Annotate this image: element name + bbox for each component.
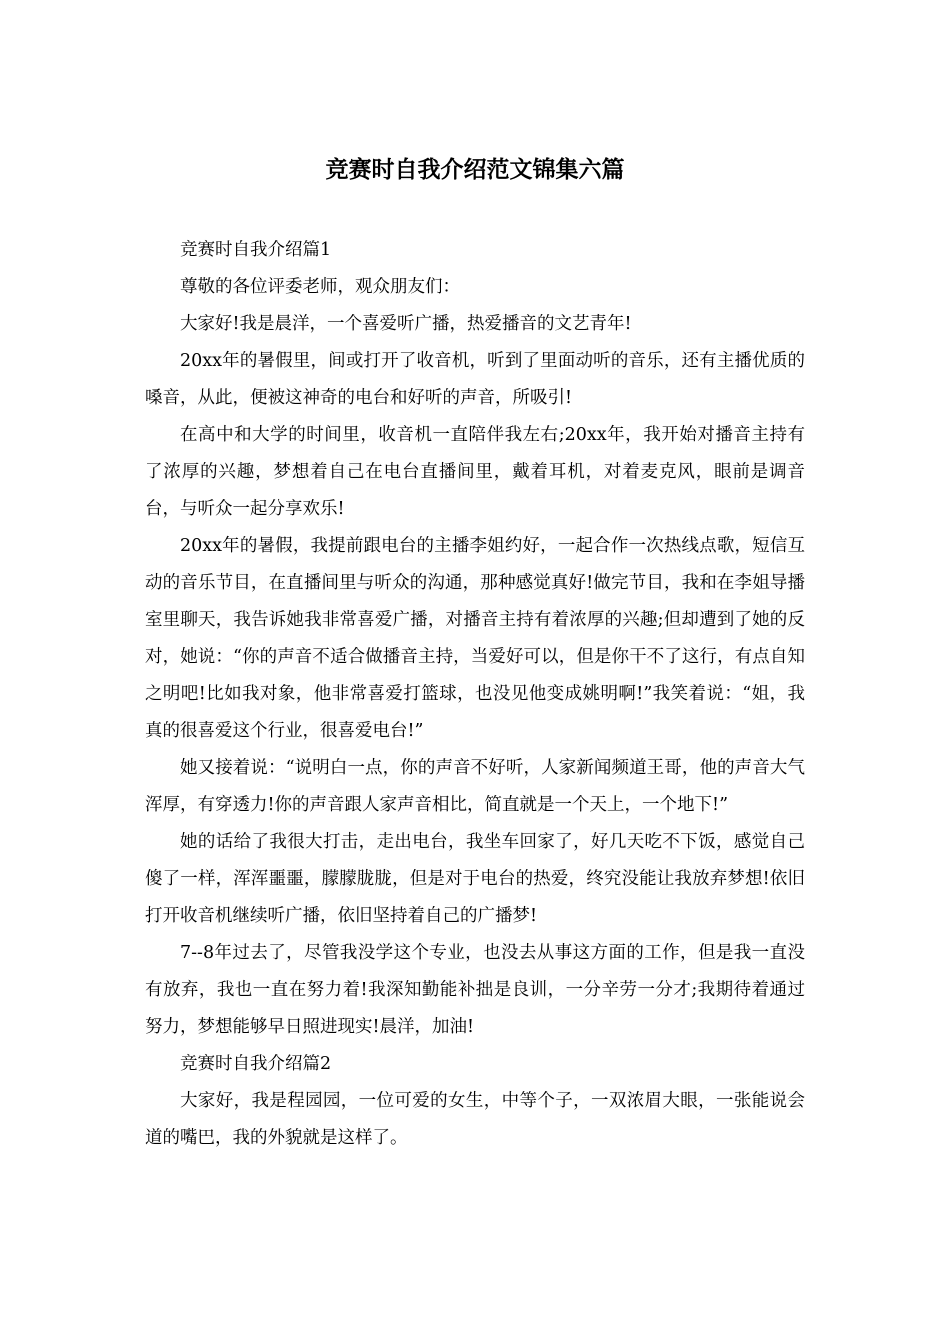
paragraph: 大家好!我是晨洋，一个喜爱听广播，热爱播音的文艺青年!	[180, 314, 632, 334]
section-heading-1: 竞赛时自我介绍篇1	[180, 240, 332, 260]
paragraph: 20xx年的暑假，我提前跟电台的主播李姐约好，一起合作一次热线点歌，短信互动的音乐节目，在直播间里与听众的沟通，那种感觉真好!做完节目，我和在李姐导播室里聊天，我告诉她我非常喜爱广播，对播音主持有着浓厚的兴趣;但却遭到了她的反对，她说：“你的声音不适合做播音主持，当爱好可以，但是你干不了这行，有点自知之明吧!比如我对象，他非常喜爱打篮球，也没见他变成姚明啊!”我笑着说：“姐，我真的很喜爱这个行业，很喜爱电台!”	[145, 536, 805, 741]
document-body	[145, 232, 805, 1157]
paragraph: 她的话给了我很大打击，走出电台，我坐车回家了，好几天吃不下饭，感觉自己傻了一样，浑浑噩噩，朦朦胧胧，但是对于电台的热爱，终究没能让我放弃梦想!依旧打开收音机继续听广播，依旧坚持着自己的广播梦!	[145, 832, 805, 926]
paragraph: 20xx年的暑假里，间或打开了收音机，听到了里面动听的音乐，还有主播优质的嗓音，从此，便被这神奇的电台和好听的声音，所吸引!	[145, 351, 805, 408]
document-title: 竞赛时自我介绍范文锦集六篇	[325, 157, 625, 183]
paragraph: 7--8年过去了，尽管我没学这个专业，也没去从事这方面的工作，但是我一直没有放弃，我也一直在努力着!我深知勤能补拙是良训，一分辛劳一分才;我期待着通过努力，梦想能够早日照进现实!晨洋，加油!	[145, 943, 805, 1037]
paragraph: 在高中和大学的时间里，收音机一直陪伴我左右;20xx年，我开始对播音主持有了浓厚的兴趣，梦想着自己在电台直播间里，戴着耳机，对着麦克风，眼前是调音台，与听众一起分享欢乐!	[145, 425, 805, 519]
paragraph-greeting: 尊敬的各位评委老师，观众朋友们：	[180, 277, 460, 297]
section-heading-2: 竞赛时自我介绍篇2	[180, 1054, 332, 1074]
paragraph: 她又接着说：“说明白一点，你的声音不好听，人家新闻频道王哥，他的声音大气浑厚，有穿透力!你的声音跟人家声音相比，简直就是一个天上，一个地下!”	[145, 758, 805, 815]
paragraph: 大家好，我是程园园，一位可爱的女生，中等个子，一双浓眉大眼，一张能说会道的嘴巴，我的外貌就是这样了。	[145, 1091, 805, 1148]
